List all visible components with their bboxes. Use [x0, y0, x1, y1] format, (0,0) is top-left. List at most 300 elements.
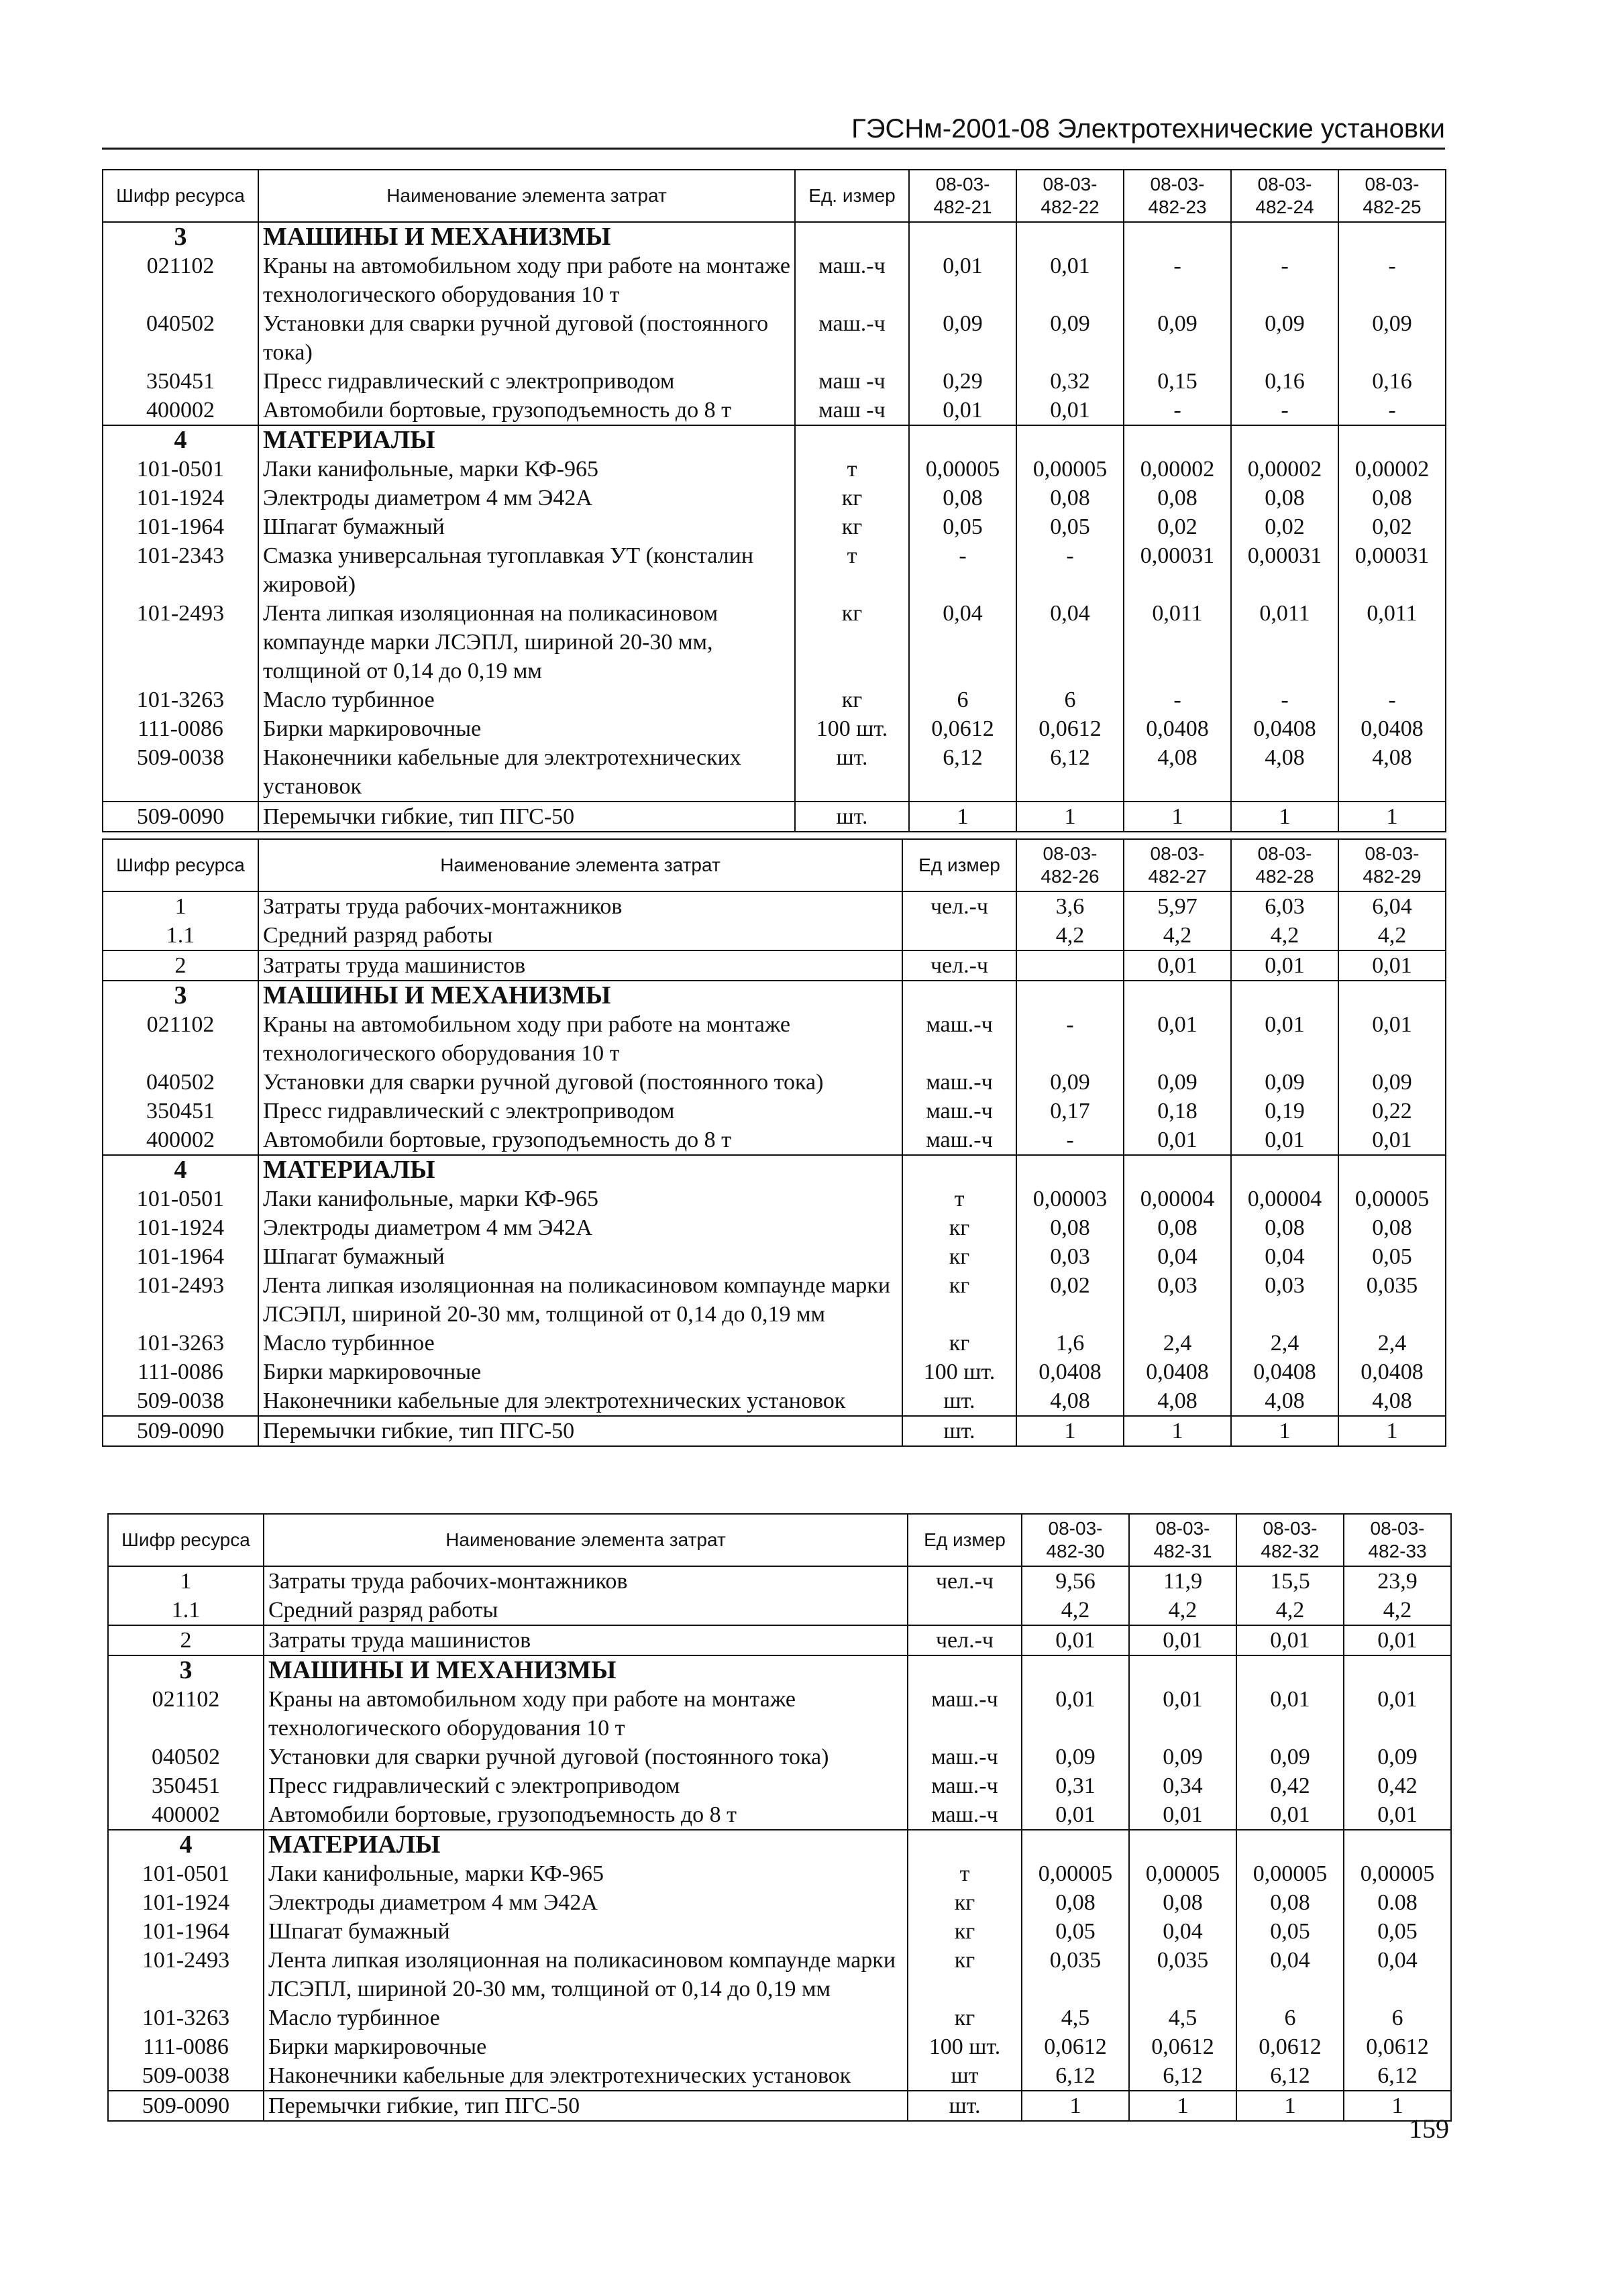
table-row	[103, 455, 1446, 484]
resource-name: Смазка универсальная тугоплавкая УТ (консталин жировой)	[258, 541, 795, 599]
resource-value: 4,08	[1338, 743, 1446, 802]
resource-value: 4,2	[1344, 1596, 1451, 1625]
resource-code: 101-3263	[108, 2004, 264, 2032]
table-row	[103, 950, 1446, 981]
resource-name: Автомобили бортовые, грузоподъемность до 8 т	[264, 1800, 908, 1830]
resource-unit: кг	[908, 1888, 1022, 1917]
resource-name: Электроды диаметром 4 мм Э42А	[258, 1213, 902, 1242]
resource-code: 3	[108, 1655, 264, 1685]
resource-value: 23,9	[1344, 1566, 1451, 1596]
resource-value: 0,0408	[1124, 714, 1231, 743]
table-row	[108, 1685, 1451, 1743]
resource-value: -	[1231, 686, 1338, 714]
resource-name: Перемычки гибкие, тип ПГС-50	[258, 1416, 902, 1446]
resource-value: -	[1016, 541, 1124, 599]
resource-value: 6,12	[1236, 2061, 1344, 2091]
resource-code: 1.1	[108, 1596, 264, 1625]
resource-unit: кг	[795, 599, 909, 686]
resource-code: 101-0501	[103, 1185, 258, 1213]
resource-code: 101-1964	[103, 512, 258, 541]
header-unit: Ед измер	[908, 1514, 1022, 1566]
resource-unit: кг	[908, 2004, 1022, 2032]
resource-value	[1016, 981, 1124, 1010]
resource-value: 0,09	[1231, 309, 1338, 367]
resource-value: 0,00002	[1124, 455, 1231, 484]
header-norm-code: 08-03- 482-25	[1338, 170, 1446, 222]
resource-value: 0,00005	[1022, 1859, 1129, 1888]
resource-name: Пресс гидравлический с электроприводом	[258, 367, 795, 396]
resource-name: Лаки канифольные, марки КФ-965	[264, 1859, 908, 1888]
table-row	[108, 1917, 1451, 1946]
table-row	[103, 252, 1446, 309]
table-row	[103, 396, 1446, 425]
resource-value: 0,08	[1338, 484, 1446, 512]
resource-value: -	[1338, 396, 1446, 425]
resource-value: 4,2	[1022, 1596, 1129, 1625]
resource-value: 0,01	[1231, 950, 1338, 981]
table-row	[103, 743, 1446, 802]
resource-unit: кг	[902, 1329, 1016, 1358]
resource-value: 4,2	[1236, 1596, 1344, 1625]
resource-name: Затраты труда машинистов	[258, 950, 902, 981]
table-row	[103, 367, 1446, 396]
resource-value: -	[1016, 1010, 1124, 1068]
table-row	[103, 309, 1446, 367]
table-header-row	[103, 170, 1446, 222]
resource-name: Лента липкая изоляционная на поликасиновом компаунде марки ЛСЭПЛ, шириной 20-30 мм, толщиной от 0,14 до 0,19 мм	[258, 599, 795, 686]
resource-value: 0,0408	[1338, 714, 1446, 743]
resource-value	[1016, 425, 1124, 455]
resource-value: 4,2	[1124, 921, 1231, 950]
header-norm-code: 08-03- 482-28	[1231, 839, 1338, 891]
header-norm-code: 08-03- 482-33	[1344, 1514, 1451, 1566]
resource-name: Лента липкая изоляционная на поликасиновом компаунде марки ЛСЭПЛ, шириной 20-30 мм, толщиной от 0,14 до 0,19 мм	[264, 1946, 908, 2004]
resource-value: 0,01	[1124, 1010, 1231, 1068]
resource-name: Лента липкая изоляционная на поликасиновом компаунде марки ЛСЭПЛ, шириной 20-30 мм, толщиной от 0,14 до 0,19 мм	[258, 1271, 902, 1329]
resource-value: 0,011	[1124, 599, 1231, 686]
resource-value: 0,01	[1231, 1010, 1338, 1068]
table-row	[103, 425, 1446, 455]
resource-value: 1	[1344, 2091, 1451, 2121]
resource-value: 1	[1231, 802, 1338, 832]
resource-value: 0,0408	[1124, 1358, 1231, 1386]
resource-value: 4,2	[1129, 1596, 1236, 1625]
resource-value	[1129, 1655, 1236, 1685]
resource-value: 0,01	[1236, 1625, 1344, 1655]
resource-value: 0,08	[1231, 1213, 1338, 1242]
resource-value: 0,08	[1022, 1888, 1129, 1917]
resource-code: 101-1924	[103, 1213, 258, 1242]
resource-value: 0,01	[1231, 1126, 1338, 1155]
resource-value: 0,09	[1231, 1068, 1338, 1097]
resource-unit	[908, 1655, 1022, 1685]
header-norm-code: 08-03- 482-23	[1124, 170, 1231, 222]
resource-value: 0,32	[1016, 367, 1124, 396]
resource-code: 101-1964	[108, 1917, 264, 1946]
resource-value: 0,05	[1338, 1242, 1446, 1271]
resource-value: 0,00004	[1231, 1185, 1338, 1213]
header-norm-code: 08-03- 482-30	[1022, 1514, 1129, 1566]
table-row	[103, 1213, 1446, 1242]
resource-value: 4,08	[1338, 1386, 1446, 1416]
resource-name: Средний разряд работы	[258, 921, 902, 950]
resource-value: 0,035	[1338, 1271, 1446, 1329]
table-row	[103, 1010, 1446, 1068]
resource-code: 021102	[103, 252, 258, 309]
resource-value: 1	[1124, 1416, 1231, 1446]
resource-value	[1124, 222, 1231, 252]
resource-name: Наконечники кабельные для электротехнических установок	[258, 743, 795, 802]
header-code: Шифр ресурса	[103, 839, 258, 891]
resource-name: Краны на автомобильном ходу при работе на монтаже технологического оборудования 10 т	[264, 1685, 908, 1743]
resource-code: 509-0090	[108, 2091, 264, 2121]
table-row	[108, 1771, 1451, 1800]
resource-value: 0,08	[1236, 1888, 1344, 1917]
resource-value	[1124, 1155, 1231, 1185]
resource-unit: т	[902, 1185, 1016, 1213]
resource-value: 0,08	[1124, 1213, 1231, 1242]
table-row	[103, 1329, 1446, 1358]
table-row	[103, 921, 1446, 950]
resource-value: 0,02	[1124, 512, 1231, 541]
resource-unit: маш -ч	[795, 367, 909, 396]
resource-code: 509-0038	[103, 1386, 258, 1416]
resource-value: 1	[1022, 2091, 1129, 2121]
resource-value: 1	[1236, 2091, 1344, 2121]
table-row	[103, 1416, 1446, 1446]
resource-value: 0,16	[1338, 367, 1446, 396]
resource-value: 0,03	[1124, 1271, 1231, 1329]
resource-code: 021102	[103, 1010, 258, 1068]
table-row	[108, 1859, 1451, 1888]
resource-value: 0,00002	[1231, 455, 1338, 484]
resource-value: 0,01	[1129, 1800, 1236, 1830]
resource-value: -	[1124, 252, 1231, 309]
page-number: 159	[1409, 2114, 1449, 2144]
table-row	[108, 1625, 1451, 1655]
resource-value: 0,09	[1022, 1743, 1129, 1771]
resource-value	[1231, 425, 1338, 455]
resource-value: 0,09	[1124, 309, 1231, 367]
resource-value	[1124, 425, 1231, 455]
resource-value: 0,05	[1022, 1917, 1129, 1946]
resource-value	[1124, 981, 1231, 1010]
resource-code: 101-0501	[108, 1859, 264, 1888]
resource-value: 0,08	[1231, 484, 1338, 512]
resource-code: 1	[108, 1566, 264, 1596]
resource-value: 0,01	[1016, 252, 1124, 309]
resource-name: Пресс гидравлический с электроприводом	[258, 1097, 902, 1126]
resource-value: 0,01	[909, 252, 1016, 309]
resource-name: Краны на автомобильном ходу при работе на монтаже технологического оборудования 10 т	[258, 252, 795, 309]
resource-value: 1	[1016, 1416, 1124, 1446]
resource-value: 0,0612	[1236, 2032, 1344, 2061]
resource-value: 4,5	[1129, 2004, 1236, 2032]
resource-value: 0,08	[1016, 484, 1124, 512]
table-row	[103, 1155, 1446, 1185]
header-name: Наименование элемента затрат	[258, 839, 902, 891]
resource-code: 3	[103, 222, 258, 252]
resource-name: Шпагат бумажный	[258, 512, 795, 541]
table-row	[108, 1800, 1451, 1830]
resource-value: 1	[909, 802, 1016, 832]
header-norm-code: 08-03- 482-32	[1236, 1514, 1344, 1566]
header-norm-code: 08-03- 482-21	[909, 170, 1016, 222]
resource-value: 6,12	[1016, 743, 1124, 802]
resource-code: 111-0086	[108, 2032, 264, 2061]
table-row	[103, 541, 1446, 599]
resource-code: 400002	[103, 1126, 258, 1155]
resource-unit	[902, 981, 1016, 1010]
resource-code: 111-0086	[103, 714, 258, 743]
resource-name: Пресс гидравлический с электроприводом	[264, 1771, 908, 1800]
table-row	[103, 222, 1446, 252]
resource-name: Шпагат бумажный	[264, 1917, 908, 1946]
table-row	[103, 599, 1446, 686]
resource-value: 0,04	[1129, 1917, 1236, 1946]
resource-value: 0,00005	[1129, 1859, 1236, 1888]
resource-unit: 100 шт.	[902, 1358, 1016, 1386]
resource-code: 101-2343	[103, 541, 258, 599]
resource-value: 0,0408	[1231, 1358, 1338, 1386]
resource-unit: кг	[902, 1213, 1016, 1242]
resource-code: 101-3263	[103, 1329, 258, 1358]
table-header-row	[108, 1514, 1451, 1566]
table-row	[103, 1271, 1446, 1329]
resource-value: 0,05	[1236, 1917, 1344, 1946]
resource-unit: маш.-ч	[908, 1743, 1022, 1771]
resource-name: Краны на автомобильном ходу при работе на монтаже технологического оборудования 10 т	[258, 1010, 902, 1068]
table-row	[103, 1126, 1446, 1155]
resource-name: Масло турбинное	[258, 686, 795, 714]
resource-value: 4,2	[1338, 921, 1446, 950]
resource-unit	[902, 921, 1016, 950]
resource-value: 0,22	[1338, 1097, 1446, 1126]
header-norm-code: 08-03- 482-31	[1129, 1514, 1236, 1566]
header-unit: Ед измер	[902, 839, 1016, 891]
resource-unit: кг	[902, 1271, 1016, 1329]
resource-value: 0,15	[1124, 367, 1231, 396]
table-row	[108, 2061, 1451, 2091]
resource-code: 509-0038	[108, 2061, 264, 2091]
resource-value: 6	[1236, 2004, 1344, 2032]
resource-code: 1.1	[103, 921, 258, 950]
resource-value: 0,03	[1231, 1271, 1338, 1329]
resource-name: Бирки маркировочные	[264, 2032, 908, 2061]
resource-unit: т	[908, 1859, 1022, 1888]
resource-name: Лаки канифольные, марки КФ-965	[258, 455, 795, 484]
resource-name: МАТЕРИАЛЫ	[258, 425, 795, 455]
header-norm-code: 08-03- 482-26	[1016, 839, 1124, 891]
resource-value: 0,18	[1124, 1097, 1231, 1126]
resource-value: -	[1338, 686, 1446, 714]
resource-name: Бирки маркировочные	[258, 1358, 902, 1386]
resource-value: 0,0612	[909, 714, 1016, 743]
resource-value: 0,00004	[1124, 1185, 1231, 1213]
resource-code: 101-3263	[103, 686, 258, 714]
resource-value: 0,01	[1124, 1126, 1231, 1155]
resource-value: 6	[1016, 686, 1124, 714]
header-code: Шифр ресурса	[108, 1514, 264, 1566]
resource-value	[1022, 1655, 1129, 1685]
resource-unit: кг	[908, 1917, 1022, 1946]
resource-unit: маш.-ч	[908, 1800, 1022, 1830]
resource-value	[1338, 1155, 1446, 1185]
resource-value: -	[1124, 396, 1231, 425]
table-row	[108, 1655, 1451, 1685]
resource-value: 1	[1338, 1416, 1446, 1446]
resource-code: 101-2493	[108, 1946, 264, 2004]
resource-value	[1129, 1830, 1236, 1859]
resource-value: 1	[1338, 802, 1446, 832]
table-row	[108, 1830, 1451, 1859]
resource-code: 101-1924	[108, 1888, 264, 1917]
resource-code: 509-0090	[103, 1416, 258, 1446]
resource-name: Масло турбинное	[258, 1329, 902, 1358]
resource-value: 6,04	[1338, 891, 1446, 921]
resource-value: 0,08	[1338, 1213, 1446, 1242]
resource-value: 0,0408	[1338, 1358, 1446, 1386]
resource-unit: чел.-ч	[908, 1566, 1022, 1596]
resource-value: 0,09	[1129, 1743, 1236, 1771]
table-row	[108, 1566, 1451, 1596]
resource-value: 0,01	[1344, 1625, 1451, 1655]
resource-unit: шт.	[795, 802, 909, 832]
resource-value: 0,01	[1236, 1800, 1344, 1830]
resource-value: 0,011	[1338, 599, 1446, 686]
resource-value: 0,05	[1016, 512, 1124, 541]
resource-value	[1231, 222, 1338, 252]
resource-value: 0,01	[1124, 950, 1231, 981]
resource-value: 0,42	[1236, 1771, 1344, 1800]
resource-value: 4,5	[1022, 2004, 1129, 2032]
resource-value	[1016, 222, 1124, 252]
resource-name: Установки для сварки ручной дуговой (постоянного тока)	[258, 309, 795, 367]
resource-unit: кг	[795, 484, 909, 512]
resource-value	[1338, 222, 1446, 252]
table-row	[103, 512, 1446, 541]
table-row	[103, 802, 1446, 832]
resource-value: 6,12	[1022, 2061, 1129, 2091]
table-row	[108, 2004, 1451, 2032]
header-norm-code: 08-03- 482-29	[1338, 839, 1446, 891]
table-header-row	[103, 839, 1446, 891]
resource-value: -	[909, 541, 1016, 599]
resource-name: Затраты труда машинистов	[264, 1625, 908, 1655]
resource-value: 0,04	[1124, 1242, 1231, 1271]
resource-name: МАШИНЫ И МЕХАНИЗМЫ	[258, 222, 795, 252]
resource-unit: 100 шт.	[795, 714, 909, 743]
resource-value: 0,04	[1344, 1946, 1451, 2004]
resource-code: 101-1924	[103, 484, 258, 512]
table-row	[103, 1386, 1446, 1416]
resource-value: 0,09	[909, 309, 1016, 367]
resource-value: 0,17	[1016, 1097, 1124, 1126]
resource-unit	[795, 425, 909, 455]
table-row	[108, 2091, 1451, 2121]
resource-code: 4	[103, 425, 258, 455]
resource-value: 4,08	[1124, 1386, 1231, 1416]
resource-unit: маш.-ч	[795, 252, 909, 309]
resource-value: 0,09	[1016, 1068, 1124, 1097]
resource-code: 101-2493	[103, 599, 258, 686]
table-row	[103, 1185, 1446, 1213]
resource-code: 101-2493	[103, 1271, 258, 1329]
resource-unit: маш.-ч	[902, 1097, 1016, 1126]
resource-value: 5,97	[1124, 891, 1231, 921]
resource-name: Средний разряд работы	[264, 1596, 908, 1625]
resource-value	[1016, 1155, 1124, 1185]
resource-value: 0,01	[1236, 1685, 1344, 1743]
resource-unit: маш.-ч	[795, 309, 909, 367]
resource-table-3	[107, 1513, 1452, 2122]
resource-value: -	[1231, 396, 1338, 425]
resource-name: Перемычки гибкие, тип ПГС-50	[258, 802, 795, 832]
resource-unit: маш -ч	[795, 396, 909, 425]
resource-value: 0,02	[1016, 1271, 1124, 1329]
resource-value: 0,01	[1022, 1800, 1129, 1830]
resource-value: 6	[1344, 2004, 1451, 2032]
header-norm-code: 08-03- 482-22	[1016, 170, 1124, 222]
resource-value: 0,05	[1344, 1917, 1451, 1946]
resource-value: 0,04	[909, 599, 1016, 686]
resource-value: 0,00005	[1236, 1859, 1344, 1888]
resource-unit: маш.-ч	[908, 1771, 1022, 1800]
resource-unit: чел.-ч	[902, 950, 1016, 981]
resource-name: Затраты труда рабочих-монтажников	[264, 1566, 908, 1596]
resource-value: 9,56	[1022, 1566, 1129, 1596]
resource-value: 0,01	[1338, 1126, 1446, 1155]
header-code: Шифр ресурса	[103, 170, 258, 222]
resource-value: 0,00031	[1231, 541, 1338, 599]
resource-value: 0,01	[1022, 1625, 1129, 1655]
table-row	[103, 714, 1446, 743]
resource-name: Шпагат бумажный	[258, 1242, 902, 1271]
resource-value: 6,12	[909, 743, 1016, 802]
resource-value: 0,16	[1231, 367, 1338, 396]
table-row	[103, 686, 1446, 714]
resource-code: 400002	[103, 396, 258, 425]
resource-value: 0,00003	[1016, 1185, 1124, 1213]
resource-name: Установки для сварки ручной дуговой (постоянного тока)	[264, 1743, 908, 1771]
resource-value: 0,08	[1124, 484, 1231, 512]
resource-unit: т	[795, 455, 909, 484]
resource-value: 0,19	[1231, 1097, 1338, 1126]
resource-table-1	[102, 169, 1446, 832]
resource-value: 0,0612	[1129, 2032, 1236, 2061]
resource-value: 0,01	[1129, 1625, 1236, 1655]
resource-name: Масло турбинное	[264, 2004, 908, 2032]
table-row	[108, 1946, 1451, 2004]
resource-unit: маш.-ч	[902, 1010, 1016, 1068]
resource-value: 0,08	[909, 484, 1016, 512]
resource-value: 0,04	[1236, 1946, 1344, 2004]
resource-unit	[902, 1155, 1016, 1185]
resource-value	[1236, 1655, 1344, 1685]
resource-name: Электроды диаметром 4 мм Э42А	[264, 1888, 908, 1917]
resource-code: 400002	[108, 1800, 264, 1830]
header-name: Наименование элемента затрат	[258, 170, 795, 222]
resource-value: 2,4	[1124, 1329, 1231, 1358]
resource-unit: маш.-ч	[908, 1685, 1022, 1743]
resource-value: 4,08	[1016, 1386, 1124, 1416]
resource-unit: шт.	[902, 1386, 1016, 1416]
resource-value: -	[1124, 686, 1231, 714]
resource-code: 3	[103, 981, 258, 1010]
resource-value: 1	[1016, 802, 1124, 832]
resource-value	[1231, 981, 1338, 1010]
table-row	[103, 1358, 1446, 1386]
